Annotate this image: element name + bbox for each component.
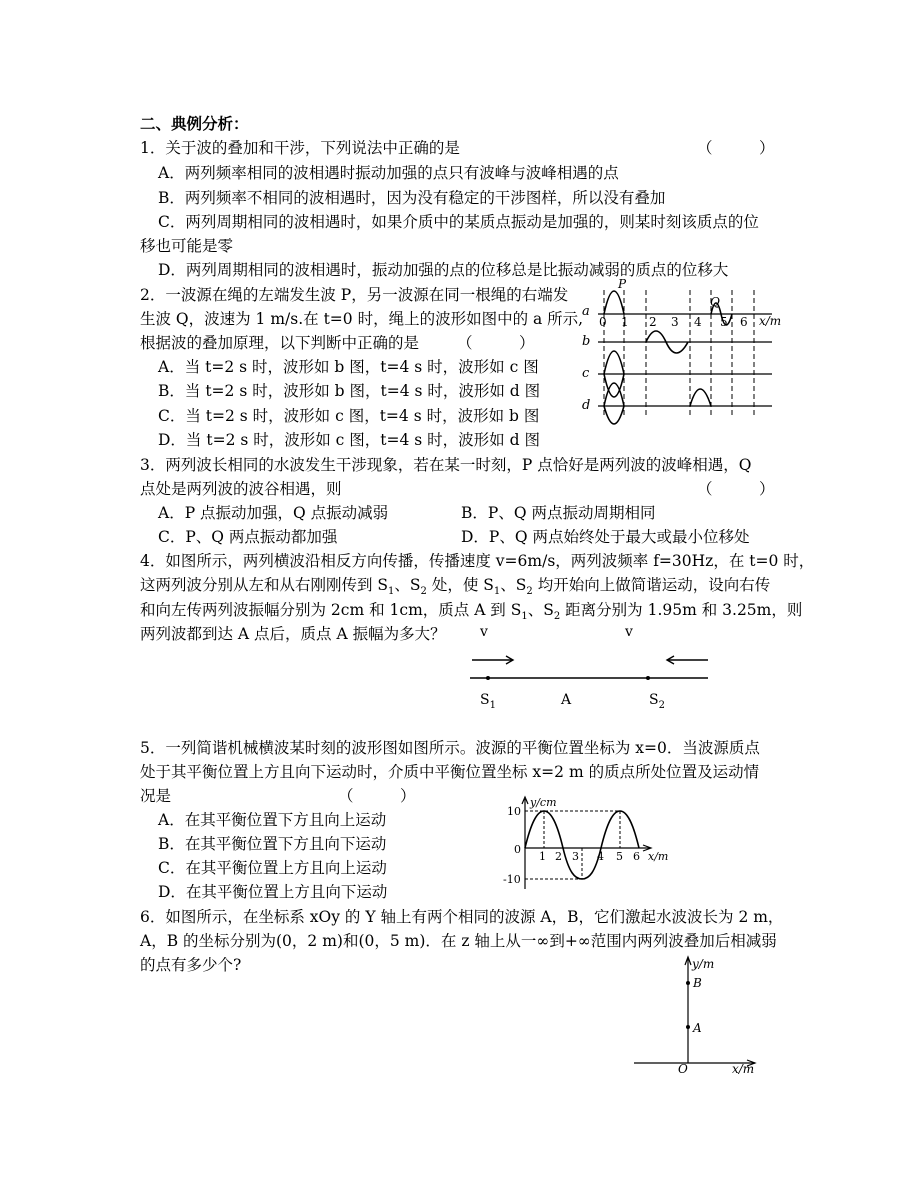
q4-label-s2: $S_2$ — [649, 692, 665, 711]
q6-x-unit: x/m — [732, 1062, 755, 1076]
q1-option-c-cont: 移也可能是零 — [140, 237, 234, 255]
q1-stem: 1．关于波的叠加和干涉，下列说法中正确的是 — [140, 139, 460, 157]
q4-velocity-left: v — [480, 624, 488, 640]
q2-stem-line3: 根据波的叠加原理，以下判断中正确的是 — [140, 334, 420, 352]
q3-stem-line1: 3．两列波长相同的水波发生干涉现象，若在某一时刻，P 点恰好是两列波的波峰相遇，Q — [140, 456, 752, 474]
q4-label-a: A — [561, 692, 572, 708]
q2-stem-line1: 2．一波源在绳的左端发生波 P，另一波源在同一根绳的右端发 — [140, 286, 569, 304]
q5-stem-line3: 况是 — [140, 787, 172, 805]
q5-tick-5: 5 — [616, 850, 623, 863]
q5-option-b: B．在其平衡位置下方且向下运动 — [158, 835, 387, 853]
q4-stem-line4: 两列波都到达 A 点后，质点 A 振幅为多大？ — [140, 625, 446, 643]
section-title: 二、典例分析： — [140, 114, 249, 133]
q3-stem-line2: 点处是两列波的波谷相遇，则 — [140, 480, 342, 498]
q5-tick-2: 2 — [555, 850, 562, 863]
q4-velocity-right: v — [625, 624, 633, 640]
q5-answer-paren: （ ） — [338, 787, 416, 805]
q1-answer-paren: （ ） — [697, 139, 775, 157]
q5-stem-line2: 处于其平衡位置上方且向下运动时，介质中平衡位置坐标 x=2 m 的质点所处位置及运动情 — [140, 763, 760, 781]
q2-tick-0: 0 — [599, 315, 607, 329]
q5-y-top: 10 — [507, 805, 521, 818]
q2-tick-3: 3 — [671, 315, 679, 329]
q6-stem-line1: 6．如图所示，在坐标系 xOy 的 Y 轴上有两个相同的波源 A，B，它们激起水波波长为 2 m， — [140, 908, 784, 926]
q1-option-b: B．两列频率不相同的波相遇时，因为没有稳定的干涉图样，所以没有叠加 — [158, 189, 666, 207]
q2-row-label-a: a — [582, 304, 590, 319]
q5-tick-3: 3 — [572, 850, 579, 863]
q2-tick-4: 4 — [694, 315, 702, 329]
q5-wave-figure — [500, 795, 680, 895]
q4-stem-line1: 4．如图所示，两列横波沿相反方向传播，传播速度 v=6m/s，两列波频率 f=30Hz，在 t=0 时， — [140, 552, 815, 570]
q5-tick-4: 4 — [597, 850, 604, 863]
q5-option-c: C．在其平衡位置上方且向上运动 — [158, 859, 387, 877]
q1-option-a: A．两列频率相同的波相遇时振动加强的点只有波峰与波峰相遇的点 — [158, 164, 619, 182]
q4-wave-figure — [460, 620, 720, 710]
q2-option-b: B．当 t=2 s 时，波形如 b 图，t=4 s 时，波形如 d 图 — [158, 382, 541, 400]
q6-label-b: B — [693, 976, 702, 990]
q2-row-label-b: b — [582, 334, 591, 349]
q2-tick-2: 2 — [649, 315, 657, 329]
q5-tick-6: 6 — [633, 850, 640, 863]
q5-option-a: A．在其平衡位置下方且向上运动 — [158, 811, 387, 829]
q5-tick-1: 1 — [539, 850, 546, 863]
q2-tick-1: 1 — [621, 315, 629, 329]
q6-stem-line2: A，B 的坐标分别为(0，2 m)和(0，5 m)．在 z 轴上从一∞到+∞范围内两列波叠加后相减弱 — [140, 932, 777, 950]
q1-option-d: D．两列周期相同的波相遇时，振动加强的点的位移总是比振动减弱的质点的位移大 — [158, 261, 729, 279]
q1-option-c: C．两列周期相同的波相遇时，如果介质中的某质点振动是加强的，则某时刻该质点的位 — [158, 213, 759, 231]
q2-answer-paren: （ ） — [457, 334, 535, 352]
q2-row-label-c: c — [582, 366, 590, 381]
q5-y-bottom: -10 — [503, 873, 521, 886]
q6-y-unit: y/m — [692, 957, 715, 971]
q5-stem-line1: 5．一列简谐机械横波某时刻的波形图如图所示。波源的平衡位置坐标为 x=0．当波源质点 — [140, 739, 760, 757]
q2-label-p: P — [618, 277, 627, 291]
q2-tick-6: 6 — [740, 315, 748, 329]
q2-tick-5: 5 — [720, 315, 728, 329]
q2-option-c: C．当 t=2 s 时，波形如 c 图，t=4 s 时，波形如 b 图 — [158, 407, 540, 425]
q5-option-d: D．在其平衡位置上方且向下运动 — [158, 883, 388, 901]
q4-stem-line2: 这两列波分别从左和从右刚刚传到 $S_1$、$S_2$ 处，使 $S_1$、$S_2$ 均开始向上做简谐运动，设向右传 — [140, 576, 771, 598]
q2-wave-figure — [578, 277, 788, 422]
q5-y-unit: y/cm — [530, 796, 557, 809]
q4-label-s1: $S_1$ — [480, 692, 496, 711]
q2-label-q: Q — [710, 295, 720, 309]
q3-option-c: C．P、Q 两点振动都加强 — [158, 528, 338, 546]
q2-stem-line2: 生波 Q，波速为 1 m/s.在 t=0 时，绳上的波形如图中的 a 所示, — [140, 310, 584, 328]
q3-answer-paren: （ ） — [697, 480, 775, 498]
q3-option-b: B．P、Q 两点振动周期相同 — [461, 504, 656, 522]
q2-option-a: A．当 t=2 s 时，波形如 b 图，t=4 s 时，波形如 c 图 — [158, 358, 539, 376]
q4-stem-line3: 和向左传两列波振幅分别为 2cm 和 1cm，质点 A 到 $S_1$、$S_2$ 距离分别为 1.95m 和 3.25m，则 — [140, 601, 803, 623]
q5-x-unit: x/m — [648, 850, 669, 863]
q2-axis-unit: x/m — [759, 314, 782, 328]
q6-stem-line3: 的点有多少个? — [140, 956, 242, 974]
q2-option-d: D．当 t=2 s 时，波形如 c 图，t=4 s 时，波形如 d 图 — [158, 431, 540, 449]
q6-origin: O — [678, 1062, 688, 1076]
q6-axes-figure — [630, 955, 770, 1075]
q6-label-a: A — [693, 1021, 702, 1035]
q2-row-label-d: d — [582, 398, 591, 413]
q3-option-a: A．P 点振动加强，Q 点振动减弱 — [158, 504, 389, 522]
q5-y-zero: 0 — [514, 843, 521, 856]
q3-option-d: D．P、Q 两点始终处于最大或最小位移处 — [461, 528, 750, 546]
